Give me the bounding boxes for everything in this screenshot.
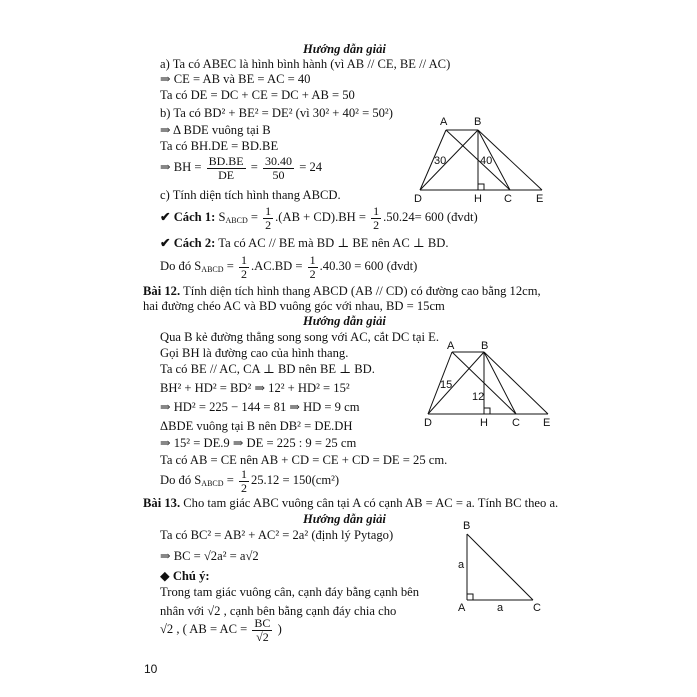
point-label-b: B: [481, 340, 489, 352]
point-label-d: D: [414, 193, 422, 204]
close-paren: ): [277, 622, 282, 636]
exercise-12: [143, 284, 541, 298]
point-label-c: C: [512, 417, 520, 429]
exercise-label: Bài 12.: [143, 284, 181, 298]
equals-sign: =: [250, 210, 258, 224]
formula-tail: .50.24= 600 (đvdt): [383, 210, 478, 224]
text-line: ⇒ HD² = 225 − 144 = 81 ⇒ HD = 9 cm: [160, 400, 360, 414]
subscript: ABCD: [225, 216, 248, 225]
length-label-30: 30: [434, 155, 447, 167]
right-triangle-figure: [455, 518, 555, 614]
text-line: Ta có BC² = AB² + AC² = 2a² (định lý Pytago): [160, 528, 394, 542]
point-label-b: B: [463, 520, 471, 532]
formula-result: = 24: [299, 160, 323, 174]
heading-solution-1: Hướng dẫn giải: [303, 42, 386, 56]
point-label-d: D: [424, 417, 432, 429]
fraction: [252, 617, 272, 644]
formula-prefix: √2 , ( AB = AC =: [160, 622, 248, 636]
denominator: 2: [309, 266, 316, 281]
segment-bc: [484, 352, 516, 414]
text-line: Ta có AB = CE nên AB + CD = CE + CD = DE = 25 cm.: [160, 453, 448, 467]
formula-cach1: [160, 203, 478, 235]
formula-middle: .AC.BD =: [250, 259, 303, 273]
text-line: BH² + HD² = BD² ⇒ 12² + HD² = 15²: [160, 381, 350, 395]
formula-area-2: [160, 466, 339, 498]
numerator: 1: [265, 203, 272, 218]
length-label-15: 15: [440, 379, 453, 391]
numerator: 1: [373, 203, 380, 218]
text-line: ⇒ Δ BDE vuông tại B: [160, 123, 271, 137]
page-number: 10: [144, 662, 158, 676]
point-label-h: H: [480, 417, 488, 429]
side-label-a: a: [458, 559, 465, 571]
numerator: 1: [309, 252, 316, 267]
text-line: ⇒ 15² = DE.9 ⇒ DE = 225 : 9 = 25 cm: [160, 436, 357, 450]
note-heading: ◆ Chú ý:: [160, 569, 210, 583]
denominator: 2: [240, 480, 247, 495]
text-line: Qua B kẻ đường thẳng song song với AC, cắt DC tại E.: [160, 330, 439, 344]
text-line: Trong tam giác vuông cân, cạnh đáy bằng cạnh bên: [160, 585, 420, 599]
segment-bd: [420, 130, 478, 190]
formula-prefix: Do đó S: [160, 473, 202, 487]
point-label-c: C: [504, 193, 512, 204]
text-line: nhân với √2 , cạnh bên bằng cạnh đáy chia cho: [160, 604, 397, 618]
exercise-text: Tính diện tích hình thang ABCD (AB // CD) có đường cao bằng 12cm,: [183, 284, 541, 298]
trapezoid-figure-1: [410, 112, 560, 204]
side-label-a: a: [497, 602, 504, 614]
formula-tail: .40.30 = 600 (đvdt): [319, 259, 418, 273]
text-line: ⇒ BC = √2a² = a√2: [160, 549, 259, 563]
segment-be: [484, 352, 548, 414]
denominator: 2: [373, 217, 380, 232]
formula-middle: .(AB + CD).BH =: [275, 210, 366, 224]
right-angle-mark: [484, 408, 490, 414]
numerator: 1: [240, 466, 247, 481]
numerator: BD.BE: [208, 153, 244, 168]
length-label-40: 40: [480, 155, 493, 167]
heading-solution-2: Hướng dẫn giải: [303, 314, 386, 328]
denominator: 50: [272, 167, 285, 182]
numerator: 1: [240, 252, 247, 267]
method2-line: [160, 236, 449, 250]
method-text: Ta có AC // BE mà BD ⊥ BE nên AC ⊥ BD.: [218, 236, 449, 250]
formula-prefix: ⇒ BH =: [160, 160, 202, 174]
fraction: [239, 254, 249, 281]
text-line: a) Ta có ABEC là hình bình hành (vì AB // CE, BE // AC): [160, 57, 451, 71]
formula-note: [160, 614, 282, 644]
point-label-e: E: [536, 193, 544, 204]
formula-prefix: Do đó S: [160, 259, 202, 273]
heading-solution-3: Hướng dẫn giải: [303, 512, 386, 526]
right-angle-mark: [467, 594, 473, 600]
area-symbol: S: [218, 210, 226, 224]
fraction: [263, 205, 273, 232]
denominator: √2: [256, 629, 269, 644]
fraction: [239, 468, 249, 495]
fraction: [263, 155, 294, 182]
segment-bc: [467, 534, 533, 600]
equals-sign: =: [250, 160, 258, 174]
text-line: b) Ta có BD² + BE² = DE² (vì 30² + 40² = 50²): [160, 106, 393, 120]
trapezoid-figure-2: [420, 338, 560, 430]
exercise-text: hai đường chéo AC và BD vuông góc với nhau, BD = 15cm: [143, 299, 445, 313]
formula-dodo: [160, 252, 417, 284]
point-label-a: A: [440, 116, 448, 128]
numerator: BC: [254, 615, 271, 630]
fraction: [371, 205, 381, 232]
exercise-13: [143, 496, 558, 510]
denominator: 2: [240, 266, 247, 281]
subscript: ABCD: [201, 479, 224, 488]
point-label-b: B: [474, 116, 482, 128]
method-label: ✔ Cách 2:: [160, 236, 216, 250]
text-line: Ta có BE // AC, CA ⊥ BD nên BE ⊥ BD.: [160, 362, 375, 376]
formula-bh: [160, 153, 322, 182]
text-line: Ta có BH.DE = BD.BE: [160, 139, 279, 153]
text-line: c) Tính diện tích hình thang ABCD.: [160, 188, 341, 202]
equals-sign: =: [226, 473, 234, 487]
point-label-c: C: [533, 602, 541, 614]
length-label-12: 12: [472, 391, 485, 403]
exercise-text: Cho tam giác ABC vuông cân tại A có cạnh AB = AC = a. Tính BC theo a.: [183, 496, 559, 510]
point-label-h: H: [474, 193, 482, 204]
denominator: 2: [265, 217, 272, 232]
numerator: 30.40: [265, 153, 293, 168]
equals-sign: =: [226, 259, 234, 273]
point-label-e: E: [543, 417, 551, 429]
point-label-a: A: [447, 340, 455, 352]
method-label: ✔ Cách 1:: [160, 210, 216, 224]
fraction: [207, 155, 246, 182]
text-line: ⇒ CE = AB và BE = AC = 40: [160, 72, 311, 86]
subscript: ABCD: [201, 265, 224, 274]
exercise-label: Bài 13.: [143, 496, 181, 510]
text-line: Gọi BH là đường cao của hình thang.: [160, 346, 349, 360]
right-angle-mark: [478, 184, 484, 190]
text-line: ΔBDE vuông tại B nên DB² = DE.DH: [160, 419, 353, 433]
fraction: [308, 254, 318, 281]
point-label-a: A: [458, 602, 466, 614]
segment-bd: [428, 352, 484, 414]
text-line: Ta có DE = DC + CE = DC + AB = 50: [160, 88, 355, 102]
formula-tail: 25.12 = 150(cm²): [250, 473, 340, 487]
denominator: DE: [218, 167, 235, 182]
